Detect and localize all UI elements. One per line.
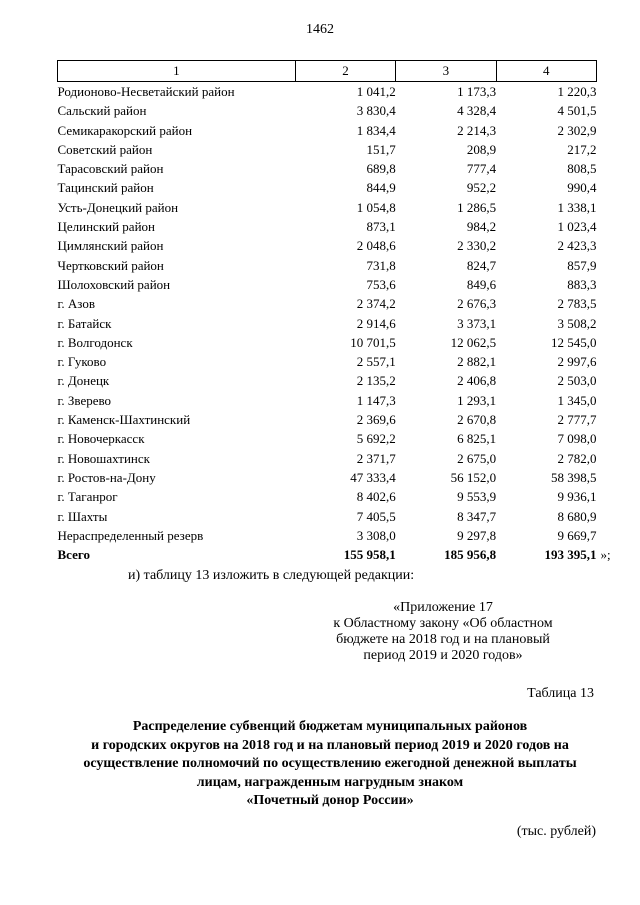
subvention-table <box>57 60 611 564</box>
table-row <box>58 391 597 410</box>
row-value-2018: 5 692,2 <box>356 431 396 447</box>
table-row <box>58 159 597 178</box>
row-value-2019: 8 347,7 <box>457 508 497 524</box>
row-name: г. Батайск <box>57 315 112 331</box>
row-value-2019: 1 286,5 <box>457 199 497 215</box>
table-row <box>58 198 597 217</box>
row-value-2020: 857,9 <box>567 257 597 273</box>
row-name: Тарасовский район <box>57 161 164 177</box>
row-value-2020: 9 669,7 <box>557 527 597 543</box>
row-value-2020: 9 936,1 <box>557 489 597 505</box>
column-header-2: 2 <box>295 61 395 82</box>
row-value-2019: 2 675,0 <box>457 450 497 466</box>
column-header-1: 1 <box>58 61 296 82</box>
row-value-2018: 3 308,0 <box>356 527 396 543</box>
title-line: и городских округов на 2018 год и на плановый период 2019 и 2020 годов на <box>91 737 569 753</box>
table-row <box>58 121 597 140</box>
table-row <box>58 410 597 429</box>
row-value-2018: 1 041,2 <box>356 84 396 99</box>
row-value-2018: 2 135,2 <box>356 373 396 389</box>
table-row <box>58 468 597 487</box>
row-value-2019: 984,2 <box>466 219 497 235</box>
row-value-2020: 4 501,5 <box>557 103 597 119</box>
row-value-2019: 9 553,9 <box>457 489 497 505</box>
row-value-2019: 4 328,4 <box>457 103 497 119</box>
row-value-2018: 2 557,1 <box>356 354 396 370</box>
row-value-2019: 56 152,0 <box>450 469 497 485</box>
row-value-2018: 47 333,4 <box>350 469 396 485</box>
annex-block <box>318 600 568 664</box>
row-name: г. Гуково <box>57 354 107 370</box>
row-value-2020: 990,4 <box>567 180 597 196</box>
annex-line: период 2019 и 2020 годов» <box>363 648 523 663</box>
row-value-2020: 2 302,9 <box>557 122 597 138</box>
row-value-2018: 2 374,2 <box>356 296 396 312</box>
row-value-2018: 731,8 <box>366 257 396 273</box>
table-row <box>58 333 597 352</box>
row-value-2019: 2 406,8 <box>457 373 497 389</box>
row-name: г. Таганрог <box>57 489 118 505</box>
row-value-2020: 808,5 <box>567 161 597 177</box>
row-value-2020: 2 503,0 <box>557 373 597 389</box>
total-2020: 193 395,1 <box>544 547 597 563</box>
row-value-2020: 1 338,1 <box>557 199 597 215</box>
row-value-2019: 9 297,8 <box>457 527 497 543</box>
row-value-2018: 753,6 <box>366 276 396 292</box>
row-value-2020: 2 782,0 <box>557 450 597 466</box>
row-name: Советский район <box>57 141 153 157</box>
table-row <box>58 507 597 526</box>
row-value-2020: 2 777,7 <box>557 412 597 428</box>
row-name: г. Новошахтинск <box>57 450 150 466</box>
annex-line: бюджете на 2018 год и на плановый <box>336 632 550 647</box>
row-value-2018: 10 701,5 <box>350 334 396 350</box>
row-name: Нераспределенный резерв <box>57 527 204 543</box>
row-value-2019: 3 373,1 <box>457 315 497 331</box>
column-header-4: 4 <box>496 61 596 82</box>
row-name: г. Ростов-на-Дону <box>57 469 156 485</box>
row-value-2018: 1 147,3 <box>356 392 396 408</box>
row-value-2019: 1 293,1 <box>457 392 497 408</box>
annex-line: к Областному закону «Об областном <box>333 616 553 631</box>
row-value-2019: 6 825,1 <box>457 431 497 447</box>
table-row <box>58 256 597 275</box>
row-value-2020: 2 997,6 <box>557 354 597 370</box>
table-row <box>58 178 597 197</box>
row-name: г. Волгодонск <box>57 334 133 350</box>
title-line: лицам, награжденным нагрудным знаком <box>196 774 464 790</box>
row-name: Тацинский район <box>57 180 154 196</box>
title-line: «Почетный донор России» <box>246 793 414 808</box>
table-row <box>58 352 597 371</box>
row-name: Шолоховский район <box>57 276 171 292</box>
title-line: осуществление полномочий по осуществлению ежегодной денежной выплаты <box>83 756 577 771</box>
table-row <box>58 82 597 102</box>
row-name: Чертковский район <box>57 257 164 273</box>
row-name: г. Каменск-Шахтинский <box>57 412 191 428</box>
row-value-2018: 2 371,7 <box>356 450 396 466</box>
row-value-2019: 849,6 <box>466 276 497 292</box>
row-value-2019: 777,4 <box>466 161 497 177</box>
document-title <box>40 718 620 811</box>
column-header-3: 3 <box>396 61 496 82</box>
total-2020-cell <box>496 545 611 564</box>
table-row <box>58 294 597 313</box>
units-label: (тыс. рублей) <box>516 824 596 839</box>
row-value-2019: 2 214,3 <box>457 122 497 138</box>
row-value-2018: 151,7 <box>366 141 396 157</box>
row-value-2018: 689,8 <box>366 161 396 177</box>
row-value-2020: 58 398,5 <box>551 469 597 485</box>
row-value-2020: 883,3 <box>567 276 597 292</box>
total-label: Всего <box>57 547 90 563</box>
table-row <box>58 314 597 333</box>
row-name: Сальский район <box>57 103 147 119</box>
row-name: Цимлянский район <box>57 238 164 254</box>
instruction-text: и) таблицу 13 изложить в следующей редакции: <box>128 568 415 583</box>
row-value-2020: 8 680,9 <box>557 508 597 524</box>
row-name: г. Азов <box>57 296 95 312</box>
row-value-2018: 8 402,6 <box>356 489 396 505</box>
row-value-2019: 2 670,8 <box>457 412 497 428</box>
total-2019: 185 956,8 <box>444 547 497 563</box>
row-value-2020: 1 023,4 <box>557 219 597 235</box>
row-value-2019: 1 173,3 <box>457 84 497 99</box>
row-value-2019: 208,9 <box>466 141 497 157</box>
row-value-2020: 2 783,5 <box>557 296 597 312</box>
table-row <box>58 236 597 255</box>
row-value-2018: 1 834,4 <box>356 122 396 138</box>
row-value-2020: 12 545,0 <box>551 334 597 350</box>
row-name: Семикаракорский район <box>57 122 193 138</box>
table-row <box>58 449 597 468</box>
table-row <box>58 526 597 545</box>
row-name: г. Новочеркасск <box>57 431 145 447</box>
table-header-row <box>58 61 597 82</box>
row-value-2019: 952,2 <box>466 180 497 196</box>
table-body <box>58 82 597 546</box>
row-name: г. Зверево <box>57 392 112 408</box>
row-value-2018: 2 048,6 <box>356 238 396 254</box>
row-name: г. Шахты <box>57 508 108 524</box>
row-value-2019: 12 062,5 <box>450 334 497 350</box>
total-2018: 155 958,1 <box>343 547 396 563</box>
row-value-2020: 2 423,3 <box>557 238 597 254</box>
title-line: Распределение субвенций бюджетам муниципальных районов <box>132 719 528 734</box>
table-row <box>58 371 597 390</box>
row-value-2020: 1 220,3 <box>557 84 597 99</box>
row-value-2018: 7 405,5 <box>356 508 396 524</box>
table-row <box>58 429 597 448</box>
page-number: 1462 <box>306 22 334 37</box>
row-value-2019: 2 676,3 <box>457 296 497 312</box>
total-row <box>58 545 597 564</box>
annex-line: «Приложение 17 <box>393 600 493 615</box>
row-value-2019: 2 882,1 <box>457 354 497 370</box>
row-value-2020: 7 098,0 <box>557 431 597 447</box>
row-value-2020: 3 508,2 <box>557 315 597 331</box>
table-row <box>58 275 597 294</box>
row-value-2019: 824,7 <box>466 257 497 273</box>
row-value-2020: 217,2 <box>567 141 597 157</box>
row-value-2018: 844,9 <box>366 180 396 196</box>
row-value-2018: 2 369,6 <box>356 412 396 428</box>
row-name: Целинский район <box>57 219 155 235</box>
row-value-2018: 3 830,4 <box>356 103 396 119</box>
row-value-2018: 873,1 <box>366 219 396 235</box>
table-row <box>58 217 597 236</box>
row-value-2020: 1 345,0 <box>557 392 597 408</box>
row-name: Усть-Донецкий район <box>57 199 179 215</box>
table-row <box>58 101 597 120</box>
row-name: Родионово-Несветайский район <box>57 84 235 99</box>
table-row <box>58 487 597 506</box>
closing-quote: »; <box>600 547 611 563</box>
row-name: г. Донецк <box>57 373 110 389</box>
table-number: Таблица 13 <box>527 686 594 701</box>
table-row <box>58 140 597 159</box>
row-value-2018: 1 054,8 <box>356 199 396 215</box>
row-value-2019: 2 330,2 <box>457 238 497 254</box>
row-value-2018: 2 914,6 <box>356 315 396 331</box>
